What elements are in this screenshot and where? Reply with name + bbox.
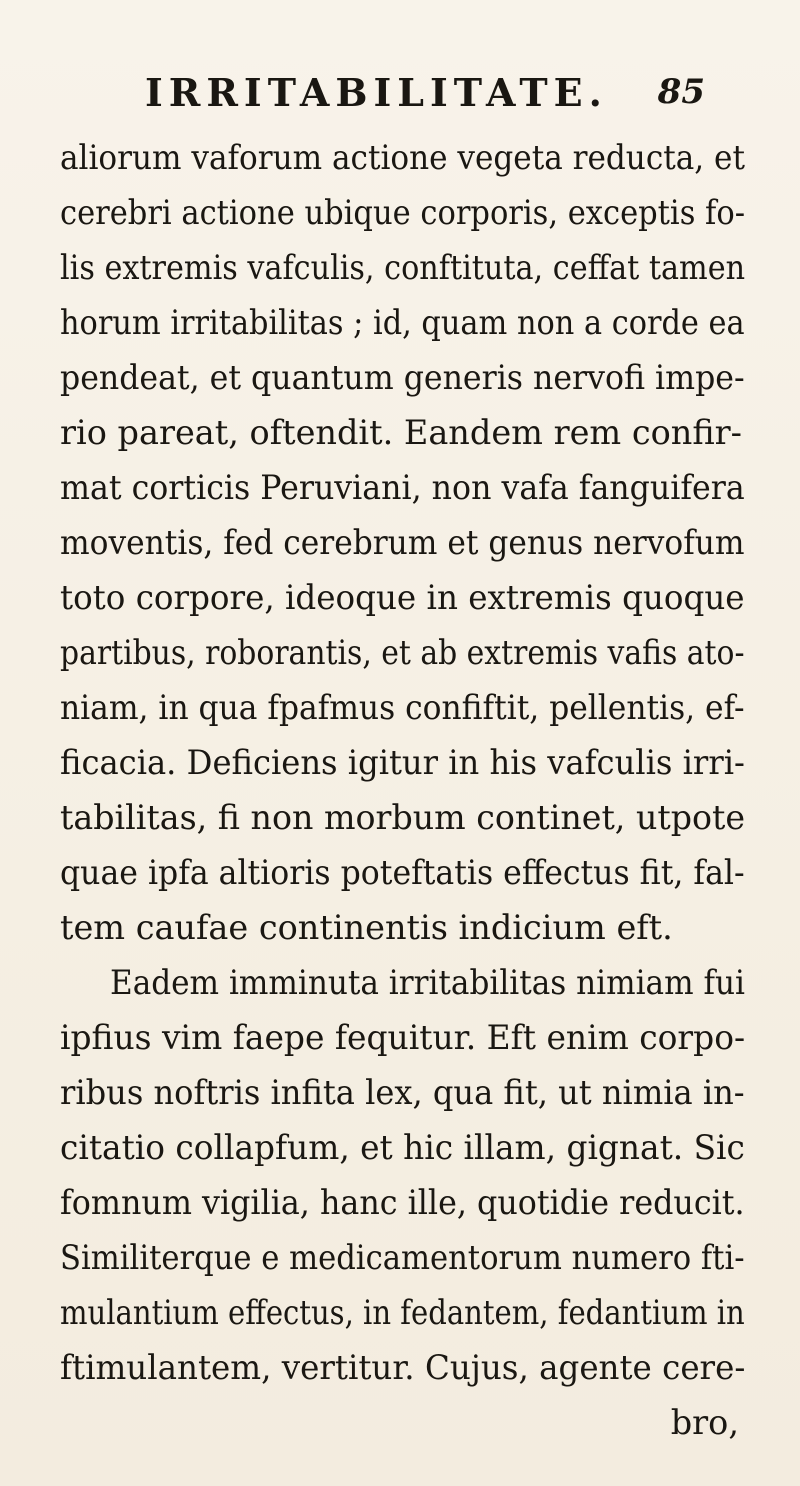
text-line: cerebri actione ubique corporis, exceptis fo- <box>60 193 746 232</box>
text-line: ftimulantem, vertitur. Cujus, agente cere- <box>60 1348 746 1387</box>
text-line: pendeat, et quantum generis nervofi impe- <box>60 358 745 397</box>
text-line: niam, in qua fpafmus confiftit, pellentis, ef- <box>60 688 745 727</box>
text-line: rio pareat, oftendit. Eandem rem confir- <box>60 413 743 452</box>
text-line: quae ipfa altioris poteftatis effectus fit, fal- <box>60 853 745 892</box>
text-line: tem caufae continentis indicium eft. <box>60 908 673 947</box>
text-line: aliorum vaforum actione vegeta reducta, et <box>60 138 745 177</box>
catchword: bro, <box>670 1403 739 1442</box>
text-line: Similiterque e medicamentorum numero fti- <box>60 1238 745 1277</box>
text-line: mulantium effectus, in fedantem, fedantium in <box>60 1293 745 1332</box>
page-number: 85 <box>657 72 705 112</box>
paragraph-start-line: Eadem imminuta irritabilitas nimiam fui <box>110 963 745 1002</box>
running-title: IRRITABILITATE. <box>145 70 608 115</box>
text-line: fomnum vigilia, hanc ille, quotidie reducit. <box>60 1183 745 1222</box>
text-line: ficacia. Deficiens igitur in his vafculis irri- <box>60 743 745 782</box>
page-header <box>145 70 705 130</box>
text-line: ribus noftris infita lex, qua fit, ut nimia in- <box>60 1073 745 1112</box>
text-line: ipfius vim faepe fequitur. Eft enim corpo- <box>60 1018 746 1057</box>
text-line: toto corpore, ideoque in extremis quoque <box>60 578 745 617</box>
text-line: citatio collapfum, et hic illam, gignat. Sic <box>60 1128 745 1167</box>
text-line: mat corticis Peruviani, non vafa fanguifera <box>60 468 745 507</box>
text-line: partibus, roborantis, et ab extremis vafis ato- <box>60 633 745 672</box>
text-line: lis extremis vafculis, conftituta, ceffat tamen <box>60 248 746 287</box>
text-line: moventis, fed cerebrum et genus nervofum <box>60 523 745 562</box>
text-line: tabilitas, fi non morbum continet, utpote <box>60 798 746 837</box>
text-line: horum irritabilitas ; id, quam non a corde ea <box>60 303 745 342</box>
